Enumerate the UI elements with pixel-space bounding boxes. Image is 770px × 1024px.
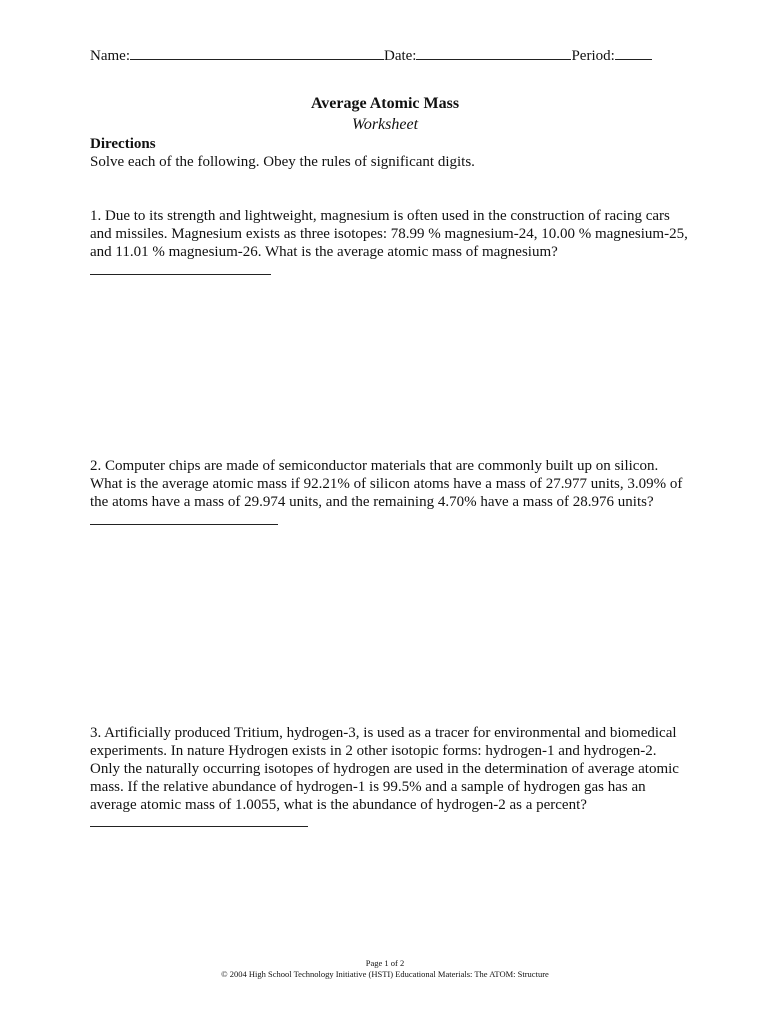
header-row bbox=[90, 45, 652, 65]
period-label: Period: bbox=[571, 48, 615, 64]
question-3-text: 3. Artificially produced Tritium, hydrogen-3, is used as a tracer for environmental and biomedical experiments. In nature Hydrogen exists in 2 other isotopic forms: hydrogen-1 and hydrogen-2. Only the naturally occurring isotopes of hydrogen are used in the determination of average atomic mass. If the relative abundance of hydrogen-1 is 99.5% and a sample of hydrogen gas has an average atomic mass of 1.0055, what is the abundance of hydrogen-2 as a percent? bbox=[90, 725, 679, 813]
name-blank bbox=[130, 45, 384, 60]
page-subtitle: Worksheet bbox=[351, 116, 419, 133]
page-title: Average Atomic Mass bbox=[310, 95, 460, 112]
question-1 bbox=[90, 207, 690, 275]
question-3-answer-line bbox=[90, 814, 308, 827]
question-1-text: 1. Due to its strength and lightweight, magnesium is often used in the construction of racing cars and missiles. Magnesium exists as three isotopes: 78.99 % magnesium-24, 10.00 % magnesium-25, and 11.01 % magnesium-26. What is the average atomic mass of magnesium? bbox=[90, 208, 688, 260]
name-label: Name: bbox=[90, 48, 130, 64]
date-blank bbox=[416, 45, 571, 60]
directions-text: Solve each of the following. Obey the rules of significant digits. bbox=[90, 154, 475, 170]
footer-page-number: Page 1 of 2 bbox=[365, 958, 405, 968]
date-label: Date: bbox=[383, 48, 417, 64]
question-3 bbox=[90, 724, 690, 832]
question-2-answer-line bbox=[90, 524, 278, 525]
directions-heading: Directions bbox=[90, 136, 156, 152]
question-2 bbox=[90, 457, 690, 525]
footer-copyright: © 2004 High School Technology Initiative (HSTI) Educational Materials: The ATOM: Structure bbox=[221, 969, 549, 979]
period-blank bbox=[615, 45, 652, 60]
question-1-answer-line bbox=[90, 274, 271, 275]
question-2-text: 2. Computer chips are made of semiconductor materials that are commonly built up on silicon. What is the average atomic mass if 92.21% of silicon atoms have a mass of 27.977 units, 3.09% of the atoms have a mass of 29.974 units, and the remaining 4.70% have a mass of 28.976 units? bbox=[90, 458, 683, 510]
